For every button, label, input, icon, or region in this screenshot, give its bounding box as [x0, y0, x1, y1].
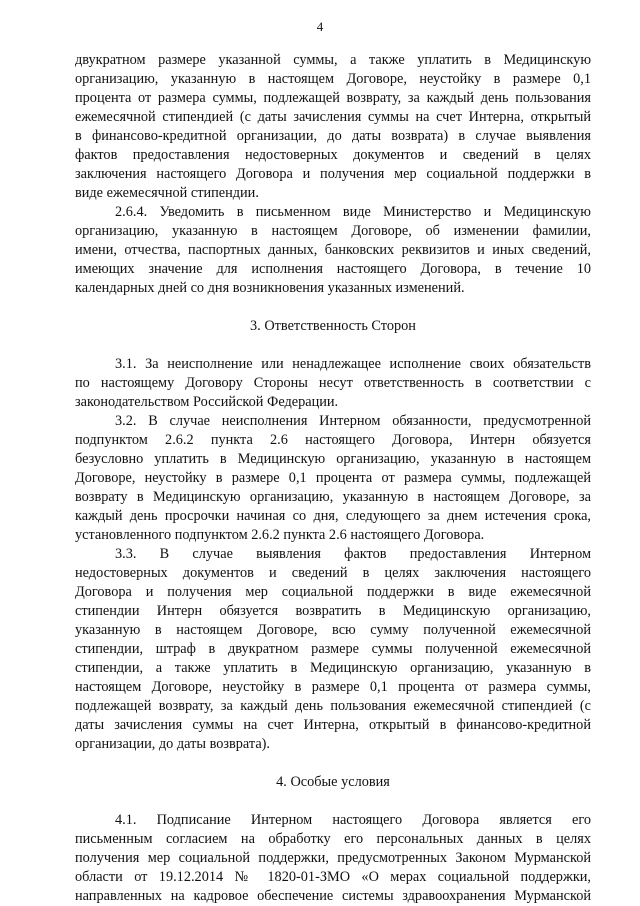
text-line: недостоверных документов и сведений в целях заключения настоящего — [75, 565, 591, 581]
text-line: Договора и получения мер социальной поддержки в виде ежемесячной — [75, 584, 591, 600]
text-line: законодательством Российской Федерации. — [75, 394, 339, 410]
paragraph-continuation — [75, 51, 591, 203]
text-line: календарных дней со дня возникновения указанных изменений. — [75, 280, 465, 296]
paragraph — [75, 811, 591, 906]
text-line: в финансово-кредитной организации, до даты возврата) в случае выявления — [75, 128, 591, 144]
text-line: 3.1. За неисполнение или ненадлежащее исполнение своих обязательств — [115, 356, 591, 372]
text-line: стипендии, а также уплатить в Медицинскую организацию, указанную в — [75, 660, 591, 676]
text-line: двукратном размере указанной суммы, а также уплатить в Медицинскую — [75, 52, 591, 68]
section-heading: 3. Ответственность Сторон — [250, 318, 416, 334]
text-line: письменным согласием на обработку его персональных данных в целях — [75, 831, 591, 847]
text-line: имени, отчества, паспортных данных, банковских реквизитов и иных сведений, — [75, 242, 591, 258]
text-line: подлежащей возврату, за каждый день пользования ежемесячной стипендией (с — [75, 698, 591, 714]
text-line: области от 19.12.2014 № 1820-01-ЗМО «О мерах социальной поддержки, — [75, 869, 591, 885]
text-line: 3.3. В случае выявления фактов предоставления Интерном — [115, 546, 591, 562]
text-line: настоящем Договоре, неустойку в размере 0,1 процента от размера суммы, — [75, 679, 591, 695]
text-line: 4.1. Подписание Интерном настоящего Договора является его — [115, 812, 591, 828]
text-line: имеющих значение для исполнения настоящего Договора, в течение 10 — [75, 261, 591, 277]
text-line: даты зачисления суммы на счет Интерна, открытый в финансово-кредитной — [75, 717, 591, 733]
section-heading: 4. Особые условия — [276, 774, 390, 790]
paragraph — [75, 203, 591, 298]
text-line: процента от размера суммы, подлежащей возврату, за каждый день пользования — [75, 90, 591, 106]
text-line: виде ежемесячной стипендии. — [75, 185, 259, 201]
text-line: организации, до даты возврата). — [75, 736, 271, 752]
text-line: 2.6.4. Уведомить в письменном виде Министерство и Медицинскую — [115, 204, 591, 220]
page-number: 4 — [316, 19, 324, 34]
paragraph — [75, 412, 591, 545]
text-line: безусловно уплатить в Медицинскую организацию, указанную в настоящем — [75, 451, 591, 467]
text-line: организацию, указанную в настоящем Договоре, об изменении фамилии, — [75, 223, 591, 239]
text-line: возврату в Медицинскую организацию, указанную в настоящем Договоре, за — [75, 489, 591, 505]
text-line: ежемесячной стипендией (с даты зачисления суммы на счет Интерна, открытый — [75, 109, 591, 125]
text-line: каждый день просрочки начиная со дня, следующего за днем истечения срока, — [75, 508, 591, 524]
text-line: фактов предоставления недостоверных документов и сведений в целях — [75, 147, 591, 163]
text-line: 3.2. В случае неисполнения Интерном обязанности, предусмотренной — [115, 413, 591, 429]
text-line: установленного подпунктом 2.6.2 пункта 2.6 настоящего Договора. — [75, 527, 485, 543]
paragraph — [75, 545, 591, 754]
paragraph — [75, 355, 591, 412]
text-line: Договоре, неустойку в размере 0,1 процента от размера суммы, подлежащей — [75, 470, 591, 486]
text-line: стипендии Интерн обязуется возвратить в Медицинскую организацию, — [75, 603, 591, 619]
text-line: организацию, указанную в настоящем Договоре, неустойку в размере 0,1 — [75, 71, 591, 87]
text-line: по настоящему Договору Стороны несут ответственность в соответствии с — [75, 375, 591, 391]
document-body — [75, 51, 591, 906]
text-line: указанную в настоящем Договоре, всю сумму полученной ежемесячной — [75, 622, 591, 638]
text-line: стипендии, штраф в двукратном размере суммы полученной ежемесячной — [75, 641, 591, 657]
text-line: направленных на кадровое обеспечение системы здравоохранения Мурманской — [75, 888, 591, 904]
text-line: заключения настоящего Договора и получения мер социальной поддержки в — [75, 166, 591, 182]
text-line: подпунктом 2.6.2 пункта 2.6 настоящего Договора, Интерн обязуется — [75, 432, 591, 448]
text-line: получения мер социальной поддержки, предусмотренных Законом Мурманской — [75, 850, 591, 866]
